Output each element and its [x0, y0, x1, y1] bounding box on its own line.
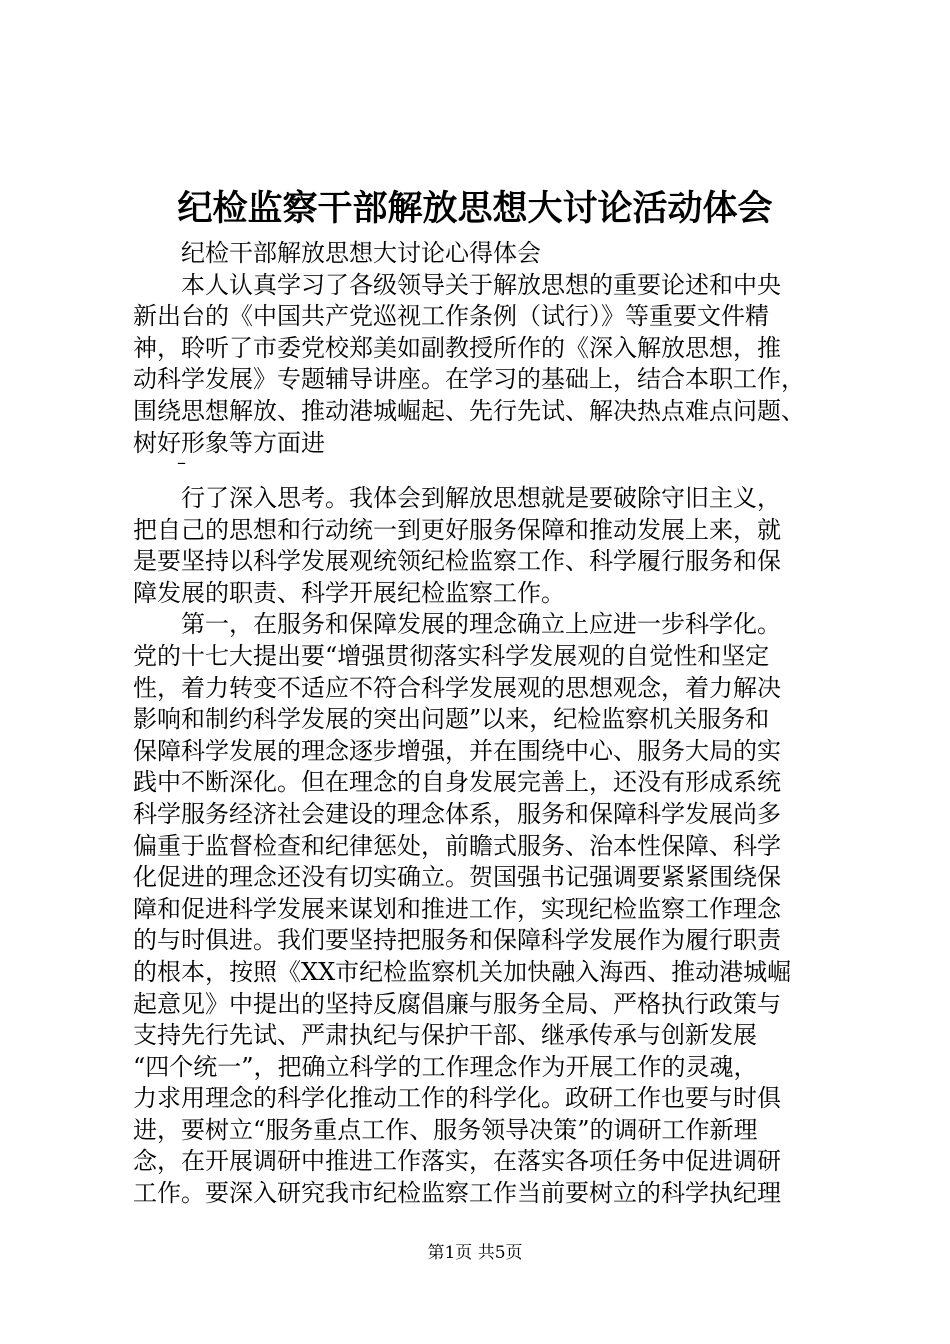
text-line: 影响和制约科学发展的突出问题”以来，纪检监察机关服务和 [133, 705, 770, 734]
document-title: 纪检监察干部解放思想大讨论活动体会 [177, 188, 773, 229]
text-line: 障和促进科学发展来谋划和推进工作，实现纪检监察工作理念 [133, 894, 781, 923]
text-line: 树好形象等方面进 [133, 428, 325, 457]
body-section-main [133, 483, 833, 1210]
text-line: 本人认真学习了各级领导关于解放思想的重要论述和中央 [133, 270, 781, 299]
text-line: 保障科学发展的理念逐步增强，并在围绕中心、服务大局的实 [133, 736, 781, 765]
text-line: 动科学发展》专题辅导讲座。在学习的基础上，结合本职工作， [133, 365, 805, 394]
text-line: 党的十七大提出要“增强贯彻落实科学发展观的自觉性和坚定 [133, 641, 770, 670]
text-line: 化促进的理念还没有切实确立。贺国强书记强调要紧紧围绕保 [133, 863, 781, 892]
body-section-intro [133, 238, 833, 459]
text-line: 纪检干部解放思想大讨论心得体会 [133, 239, 541, 267]
dash-marker: – [177, 452, 186, 473]
text-line: 把自己的思想和行动统一到更好服务保障和推动发展上来，就 [133, 515, 781, 544]
text-line: 念，在开展调研中推进工作落实，在落实各项任务中促进调研 [133, 1147, 781, 1176]
text-line: 工作。要深入研究我市纪检监察工作当前要树立的科学执纪理 [133, 1179, 781, 1208]
text-line: 的根本，按照《XX市纪检监察机关加快融入海西、推动港城崛 [133, 957, 792, 986]
text-line: 是要坚持以科学发展观统领纪检监察工作、科学履行服务和保 [133, 547, 781, 576]
text-line: “四个统一”，把确立科学的工作理念作为开展工作的灵魂， [133, 1052, 758, 1081]
text-line: 第一，在服务和保障发展的理念确立上应进一步科学化。 [133, 610, 781, 639]
text-line: 围绕思想解放、推动港城崛起、先行先试、解决热点难点问题、 [133, 396, 805, 425]
text-line: 力求用理念的科学化推动工作的科学化。政研工作也要与时俱 [133, 1084, 781, 1113]
text-line: 践中不断深化。但在理念的自身发展完善上，还没有形成系统 [133, 768, 781, 797]
text-line: 神，聆听了市委党校郑美如副教授所作的《深入解放思想，推 [133, 333, 781, 362]
text-line: 新出台的《中国共产党巡视工作条例（试行）》等重要文件精 [133, 302, 769, 331]
text-line: 进，要树立“服务重点工作、服务领导决策”的调研工作新理 [133, 1115, 758, 1144]
text-line: 起意见》中提出的坚持反腐倡廉与服务全局、严格执行政策与 [133, 989, 781, 1018]
text-line: 科学服务经济社会建设的理念体系，服务和保障科学发展尚多 [133, 799, 781, 828]
page-number-footer: 第1页 共5页 [427, 1243, 523, 1263]
text-line: 的与时俱进。我们要坚持把服务和保障科学发展作为履行职责 [133, 926, 781, 955]
text-line: 支持先行先试、严肃执纪与保护干部、继承传承与创新发展 [133, 1021, 757, 1050]
text-line: 障发展的职责、科学开展纪检监察工作。 [133, 578, 565, 607]
text-line: 行了深入思考。我体会到解放思想就是要破除守旧主义， [133, 484, 781, 512]
text-line: 性，着力转变不适应不符合科学发展观的思想观念，着力解决 [133, 673, 781, 702]
text-line: 偏重于监督检查和纪律惩处，前瞻式服务、治本性保障、科学 [133, 831, 781, 860]
